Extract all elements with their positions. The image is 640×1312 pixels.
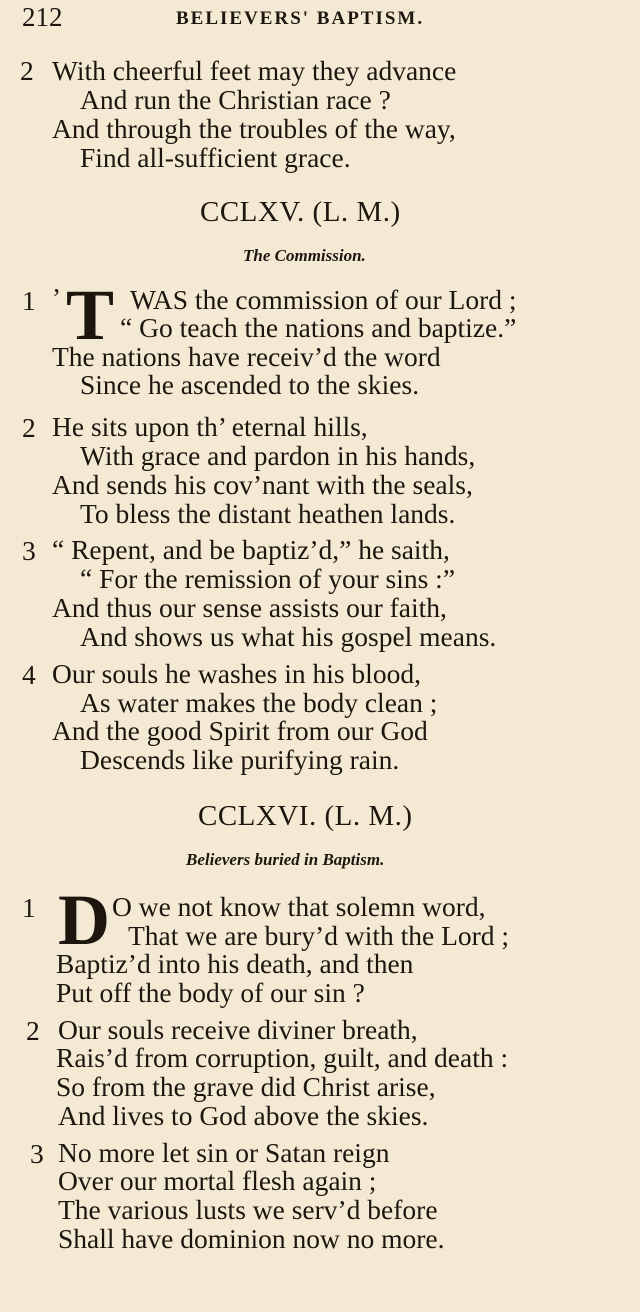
verse-line: The various lusts we serv’d before: [58, 1194, 438, 1225]
verse-line: And lives to God above the skies.: [58, 1100, 429, 1131]
verse-line: And through the troubles of the way,: [52, 113, 456, 144]
verse-line: “ Go teach the nations and baptize.”: [120, 312, 517, 343]
running-title: BELIEVERS' BAPTISM.: [176, 8, 425, 29]
verse-line: O we not know that solemn word,: [112, 891, 486, 922]
verse-line: Baptiz’d into his death, and then: [56, 948, 414, 979]
verse-line: Descends like purifying rain.: [80, 744, 400, 775]
opening-quote: ’: [52, 283, 61, 313]
verse-line: To bless the distant heathen lands.: [80, 498, 456, 529]
verse-line: So from the grave did Christ arise,: [56, 1071, 436, 1102]
verse-line: With cheerful feet may they advance: [52, 55, 457, 86]
page-number: 212: [22, 2, 63, 32]
verse-line: And the good Spirit from our God: [52, 715, 428, 746]
verse-line: WAS the commission of our Lord ;: [130, 284, 517, 315]
hymn-title: CCLXV. (L. M.): [200, 196, 401, 228]
verse-line: That we are bury’d with the Lord ;: [128, 920, 510, 951]
verse-line: Rais’d from corruption, guilt, and death :: [56, 1042, 509, 1073]
verse-number: 1: [22, 892, 36, 923]
verse-line: The nations have receiv’d the word: [52, 341, 441, 372]
verse-line: Our souls receive diviner breath,: [58, 1014, 418, 1045]
verse-line: And shows us what his gospel means.: [80, 621, 497, 652]
verse-line: “ Repent, and be baptiz’d,” he saith,: [52, 534, 450, 565]
verse-line: And thus our sense assists our faith,: [52, 592, 447, 623]
verse-number: 3: [22, 535, 36, 566]
verse-line: No more let sin or Satan reign: [58, 1137, 390, 1168]
verse-line: Our souls he washes in his blood,: [52, 658, 421, 689]
hymn-title: CCLXVI. (L. M.): [198, 800, 413, 832]
hymn-subtitle: The Commission.: [243, 246, 366, 265]
verse-line: Since he ascended to the skies.: [80, 369, 420, 400]
verse-number: 2: [22, 412, 36, 443]
verse-line: With grace and pardon in his hands,: [80, 440, 476, 471]
verse-line: Find all-sufficient grace.: [80, 142, 351, 173]
verse-line: Shall have dominion now no more.: [58, 1223, 445, 1254]
verse-line: And run the Christian race ?: [80, 84, 391, 115]
verse-number: 4: [22, 659, 36, 690]
verse-number: 3: [30, 1138, 44, 1169]
verse-number: 2: [26, 1015, 40, 1046]
hymn-subtitle: Believers buried in Baptism.: [186, 850, 385, 869]
verse-number: 2: [20, 55, 34, 86]
drop-cap: D: [58, 880, 110, 960]
verse-line: Over our mortal flesh again ;: [58, 1165, 377, 1196]
verse-number: 1: [22, 285, 36, 316]
verse-line: He sits upon th’ eternal hills,: [52, 411, 368, 442]
verse-line: As water makes the body clean ;: [80, 687, 438, 718]
drop-cap: T: [66, 275, 115, 355]
verse-line: Put off the body of our sin ?: [56, 977, 365, 1008]
verse-line: “ For the remission of your sins :”: [80, 563, 456, 594]
verse-line: And sends his cov’nant with the seals,: [52, 469, 473, 500]
